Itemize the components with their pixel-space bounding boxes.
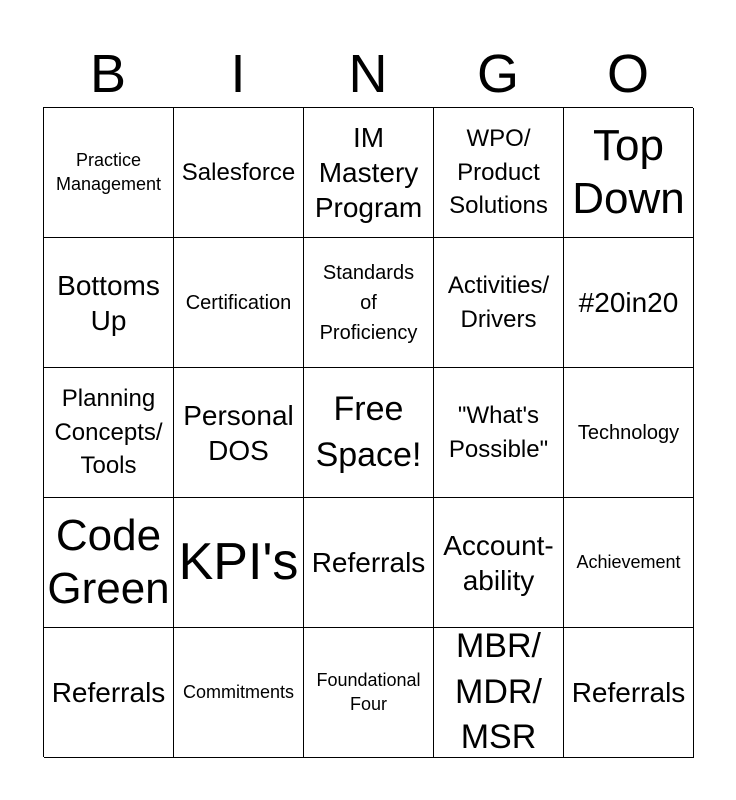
bingo-cell-b4[interactable]: Code Green <box>44 498 174 628</box>
bingo-cell-g5[interactable]: MBR/ MDR/ MSR <box>434 628 564 758</box>
bingo-cell-b5[interactable]: Referrals <box>44 628 174 758</box>
header-letter-n: N <box>348 44 388 104</box>
bingo-cell-b3[interactable]: Planning Concepts/ Tools <box>44 368 174 498</box>
bingo-cell-n4[interactable]: Referrals <box>304 498 434 628</box>
bingo-cell-b2[interactable]: Bottoms Up <box>44 238 174 368</box>
bingo-cell-i1[interactable]: Salesforce <box>174 108 304 238</box>
bingo-cell-o5[interactable]: Referrals <box>564 628 694 758</box>
bingo-grid <box>43 107 693 757</box>
bingo-cell-i4[interactable]: KPI's <box>174 498 304 628</box>
bingo-cell-g4[interactable]: Account- ability <box>434 498 564 628</box>
bingo-cell-n2[interactable]: Standards of Proficiency <box>304 238 434 368</box>
bingo-cell-b1[interactable]: Practice Management <box>44 108 174 238</box>
bingo-cell-i2[interactable]: Certification <box>174 238 304 368</box>
bingo-cell-o4[interactable]: Achievement <box>564 498 694 628</box>
header-letter-g: G <box>476 44 519 104</box>
header-letter-i: I <box>230 44 246 104</box>
bingo-cell-o1[interactable]: Top Down <box>564 108 694 238</box>
bingo-cell-i5[interactable]: Commitments <box>174 628 304 758</box>
bingo-cell-o3[interactable]: Technology <box>564 368 694 498</box>
bingo-cell-g3[interactable]: "What's Possible" <box>434 368 564 498</box>
bingo-cell-g2[interactable]: Activities/ Drivers <box>434 238 564 368</box>
header-letter-b: B <box>89 44 127 104</box>
bingo-cell-n1[interactable]: IM Mastery Program <box>304 108 434 238</box>
bingo-cell-n3-free-space[interactable]: Free Space! <box>304 368 434 498</box>
bingo-cell-o2[interactable]: #20in20 <box>564 238 694 368</box>
header-letter-o: O <box>606 44 649 104</box>
bingo-cell-g1[interactable]: WPO/ Product Solutions <box>434 108 564 238</box>
bingo-cell-n5[interactable]: Foundational Four <box>304 628 434 758</box>
bingo-cell-i3[interactable]: Personal DOS <box>174 368 304 498</box>
bingo-header <box>43 44 693 104</box>
